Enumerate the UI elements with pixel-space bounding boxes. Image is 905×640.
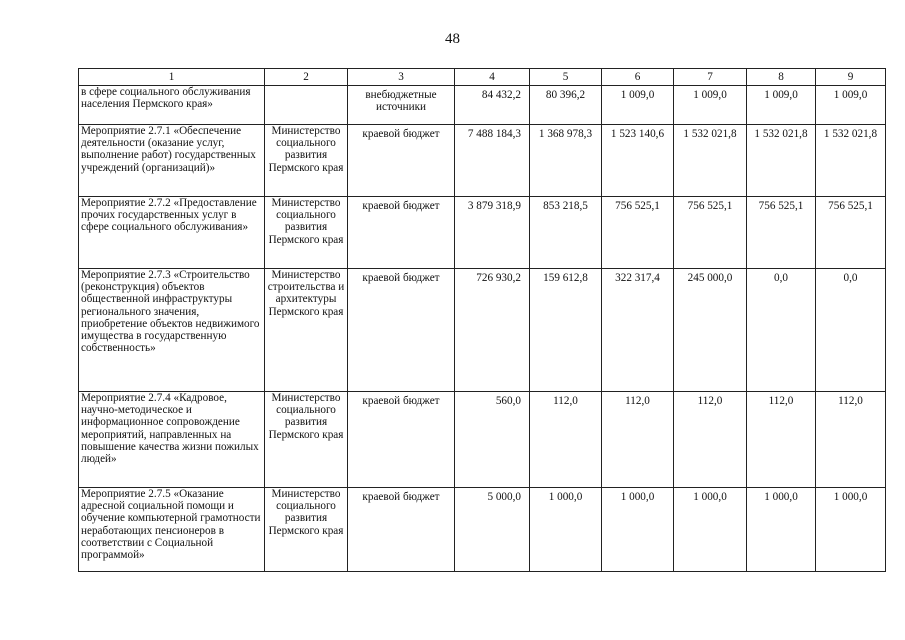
table-row xyxy=(79,86,886,125)
header-cell: 9 xyxy=(816,69,886,86)
header-cell: 3 xyxy=(348,69,455,86)
table-row xyxy=(79,488,886,572)
value-cell: 1 523 140,6 xyxy=(602,125,674,197)
description-cell: Мероприятие 2.7.3 «Строительство (реконструкция) объектов общественной инфраструктуры регионального значения, приобретение объектов недвижимого имущества в государственную собственность» xyxy=(79,269,265,392)
value-cell: 1 368 978,3 xyxy=(530,125,602,197)
header-cell: 8 xyxy=(747,69,816,86)
header-row xyxy=(79,69,886,86)
table-row xyxy=(79,269,886,392)
value-cell: 159 612,8 xyxy=(530,269,602,392)
value-cell: 1 000,0 xyxy=(674,488,747,572)
description-cell: Мероприятие 2.7.4 «Кадровое, научно-методическое и информационное сопровождение мероприятий, направленных на повышение качества жизни пожилых людей» xyxy=(79,392,265,488)
header-cell: 7 xyxy=(674,69,747,86)
header-cell: 5 xyxy=(530,69,602,86)
table-row xyxy=(79,197,886,269)
value-cell: 0,0 xyxy=(747,269,816,392)
value-cell: 560,0 xyxy=(455,392,530,488)
header-cell: 4 xyxy=(455,69,530,86)
executor-cell: Министерство социального развития Пермского края xyxy=(265,392,348,488)
header-cell: 2 xyxy=(265,69,348,86)
value-cell: 3 879 318,9 xyxy=(455,197,530,269)
value-cell: 1 009,0 xyxy=(602,86,674,125)
table-row xyxy=(79,125,886,197)
executor-cell: Министерство социального развития Пермского края xyxy=(265,197,348,269)
executor-cell: Министерство социального развития Пермского края xyxy=(265,125,348,197)
value-cell: 112,0 xyxy=(602,392,674,488)
table-row xyxy=(79,392,886,488)
funding-source-cell: краевой бюджет xyxy=(348,125,455,197)
value-cell: 1 000,0 xyxy=(747,488,816,572)
description-cell: Мероприятие 2.7.1 «Обеспечение деятельности (оказание услуг, выполнение работ) государственных учреждений (организаций)» xyxy=(79,125,265,197)
executor-cell xyxy=(265,86,348,125)
value-cell: 756 525,1 xyxy=(816,197,886,269)
value-cell: 1 000,0 xyxy=(530,488,602,572)
value-cell: 1 532 021,8 xyxy=(747,125,816,197)
funding-source-cell: внебюджетные источники xyxy=(348,86,455,125)
value-cell: 1 009,0 xyxy=(816,86,886,125)
funding-source-cell: краевой бюджет xyxy=(348,269,455,392)
value-cell: 84 432,2 xyxy=(455,86,530,125)
value-cell: 112,0 xyxy=(674,392,747,488)
page-number: 48 xyxy=(445,31,460,47)
executor-cell: Министерство социального развития Пермского края xyxy=(265,488,348,572)
funding-source-cell: краевой бюджет xyxy=(348,197,455,269)
value-cell: 1 009,0 xyxy=(747,86,816,125)
value-cell: 80 396,2 xyxy=(530,86,602,125)
description-cell: Мероприятие 2.7.2 «Предоставление прочих государственных услуг в сфере социального обслуживания» xyxy=(79,197,265,269)
value-cell: 112,0 xyxy=(747,392,816,488)
value-cell: 5 000,0 xyxy=(455,488,530,572)
description-cell: Мероприятие 2.7.5 «Оказание адресной социальной помощи и обучение компьютерной грамотности неработающих пенсионеров в соответствии с Социальной программой» xyxy=(79,488,265,572)
value-cell: 112,0 xyxy=(530,392,602,488)
value-cell: 1 000,0 xyxy=(816,488,886,572)
value-cell: 245 000,0 xyxy=(674,269,747,392)
header-cell: 6 xyxy=(602,69,674,86)
value-cell: 756 525,1 xyxy=(747,197,816,269)
value-cell: 7 488 184,3 xyxy=(455,125,530,197)
value-cell: 112,0 xyxy=(816,392,886,488)
budget-table xyxy=(78,68,886,572)
executor-cell: Министерство строительства и архитектуры Пермского края xyxy=(265,269,348,392)
value-cell: 756 525,1 xyxy=(674,197,747,269)
value-cell: 1 532 021,8 xyxy=(674,125,747,197)
value-cell: 1 000,0 xyxy=(602,488,674,572)
value-cell: 1 009,0 xyxy=(674,86,747,125)
description-cell: в сфере социального обслуживания населения Пермского края» xyxy=(79,86,265,125)
value-cell: 1 532 021,8 xyxy=(816,125,886,197)
header-cell: 1 xyxy=(79,69,265,86)
value-cell: 853 218,5 xyxy=(530,197,602,269)
value-cell: 322 317,4 xyxy=(602,269,674,392)
funding-source-cell: краевой бюджет xyxy=(348,488,455,572)
funding-source-cell: краевой бюджет xyxy=(348,392,455,488)
value-cell: 726 930,2 xyxy=(455,269,530,392)
value-cell: 0,0 xyxy=(816,269,886,392)
value-cell: 756 525,1 xyxy=(602,197,674,269)
